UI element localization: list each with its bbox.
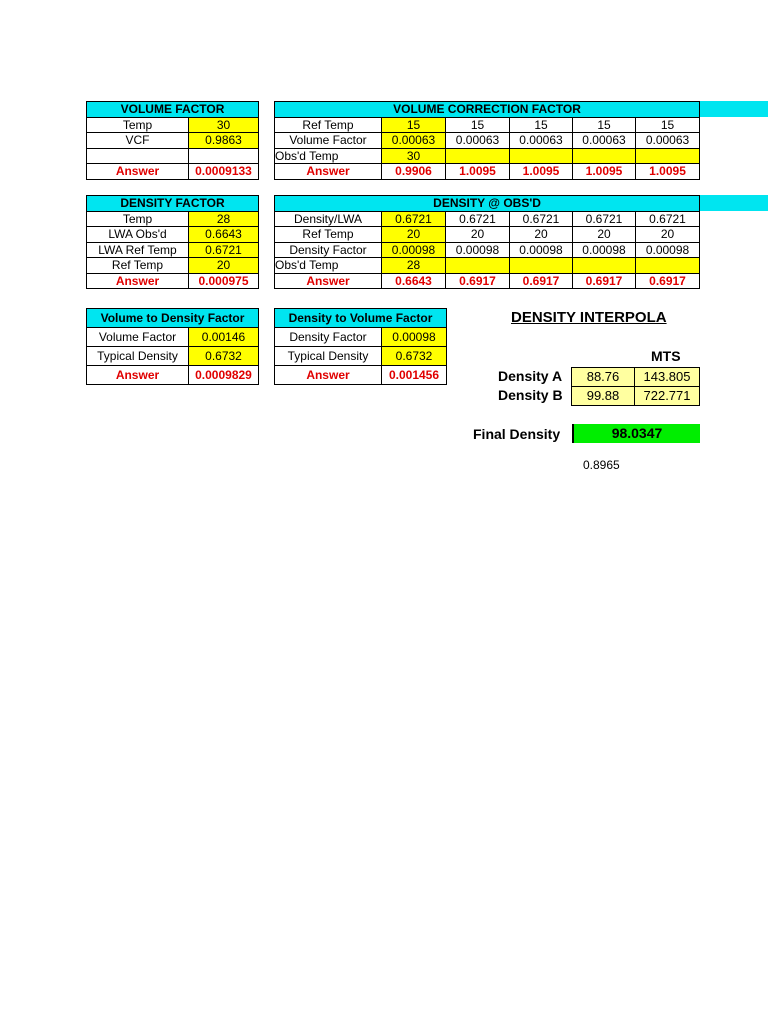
do-obs-temp-3[interactable] [510, 258, 573, 274]
do-dens-factor-1[interactable]: 0.00098 [382, 242, 446, 258]
df-lwa-obs-label: LWA Obs'd [87, 227, 189, 243]
vcf-answer-5: 1.0095 [636, 164, 700, 180]
vcf-ref-temp-3[interactable]: 15 [510, 117, 573, 133]
vtd-typ-density-input[interactable]: 0.6732 [189, 347, 259, 366]
df-lwa-obs-input[interactable]: 0.6643 [189, 227, 259, 243]
vcf-answer-3: 1.0095 [510, 164, 573, 180]
df-temp-input[interactable]: 28 [189, 211, 259, 227]
density-obs-table [274, 195, 700, 289]
vf-answer-value: 0.0009133 [189, 164, 259, 180]
interpolation-col-header: MTS [651, 348, 681, 364]
df-temp-label: Temp [87, 211, 189, 227]
vcf-ref-temp-label: Ref Temp [275, 117, 382, 133]
df-ref-temp-label: Ref Temp [87, 258, 189, 274]
vcf-obs-temp-5[interactable] [636, 148, 700, 164]
vf-temp-input[interactable]: 30 [189, 117, 259, 133]
density-factor-table [86, 195, 259, 289]
dtv-answer-value: 0.001456 [382, 366, 447, 385]
vcf-answer-1: 0.9906 [382, 164, 446, 180]
vf-answer-label: Answer [87, 164, 189, 180]
do-answer-1: 0.6643 [382, 273, 446, 289]
do-obs-temp-4[interactable] [573, 258, 636, 274]
do-dens-factor-2[interactable]: 0.00098 [446, 242, 510, 258]
vcf-answer-2: 1.0095 [446, 164, 510, 180]
interpolation-table [571, 367, 700, 406]
volume-factor-title: VOLUME FACTOR [87, 102, 259, 118]
do-density-3[interactable]: 0.6721 [510, 211, 573, 227]
vf-vcf-input[interactable]: 0.9863 [189, 133, 259, 149]
df-lwa-ref-input[interactable]: 0.6721 [189, 242, 259, 258]
do-obs-temp-5[interactable] [636, 258, 700, 274]
vtd-answer-label: Answer [87, 366, 189, 385]
vtd-vol-factor-label: Volume Factor [87, 328, 189, 347]
vcf-answer-label: Answer [275, 164, 382, 180]
do-ref-temp-5[interactable]: 20 [636, 227, 700, 243]
vcf-vol-factor-label: Volume Factor [275, 133, 382, 149]
vf-vcf-label: VCF [87, 133, 189, 149]
extra-value: 0.8965 [583, 458, 620, 472]
do-dens-factor-4[interactable]: 0.00098 [573, 242, 636, 258]
do-density-2[interactable]: 0.6721 [446, 211, 510, 227]
vcf-title: VOLUME CORRECTION FACTOR [275, 102, 700, 118]
vcf-obs-temp-2[interactable] [446, 148, 510, 164]
vcf-vol-factor-2[interactable]: 0.00063 [446, 133, 510, 149]
do-answer-3: 0.6917 [510, 273, 573, 289]
vtd-vol-factor-input[interactable]: 0.00146 [189, 328, 259, 347]
do-density-4[interactable]: 0.6721 [573, 211, 636, 227]
density-b-label: Density B [498, 387, 563, 403]
density-b-1[interactable]: 99.88 [572, 387, 635, 406]
vcf-answer-4: 1.0095 [573, 164, 636, 180]
density-a-label: Density A [498, 368, 563, 384]
vcf-ref-temp-1[interactable]: 15 [382, 117, 446, 133]
vcf-ref-temp-4[interactable]: 15 [573, 117, 636, 133]
vcf-vol-factor-1[interactable]: 0.00063 [382, 133, 446, 149]
vf-empty-cell[interactable] [189, 148, 259, 164]
vcf-ref-temp-2[interactable]: 15 [446, 117, 510, 133]
density-to-vol-table [274, 308, 447, 385]
do-obs-temp-2[interactable] [446, 258, 510, 274]
do-obs-temp-label: Obs'd Temp [275, 258, 382, 274]
df-answer-label: Answer [87, 273, 189, 289]
interpolation-title: DENSITY INTERPOLA [511, 309, 667, 326]
do-ref-temp-label: Ref Temp [275, 227, 382, 243]
vcf-vol-factor-5[interactable]: 0.00063 [636, 133, 700, 149]
dtv-dens-factor-input[interactable]: 0.00098 [382, 328, 447, 347]
vcf-obs-temp-4[interactable] [573, 148, 636, 164]
vcf-obs-temp-1[interactable]: 30 [382, 148, 446, 164]
vtd-typ-density-label: Typical Density [87, 347, 189, 366]
df-answer-value: 0.000975 [189, 273, 259, 289]
vcf-table [274, 101, 700, 180]
dtv-answer-label: Answer [275, 366, 382, 385]
vf-empty-label [87, 148, 189, 164]
do-obs-temp-1[interactable]: 28 [382, 258, 446, 274]
vtd-answer-value: 0.0009829 [189, 366, 259, 385]
density-obs-title: DENSITY @ OBS'D [275, 196, 700, 212]
density-to-vol-title: Density to Volume Factor [275, 309, 447, 328]
do-answer-5: 0.6917 [636, 273, 700, 289]
do-density-1[interactable]: 0.6721 [382, 211, 446, 227]
vcf-ref-temp-5[interactable]: 15 [636, 117, 700, 133]
dtv-typ-density-label: Typical Density [275, 347, 382, 366]
vcf-vol-factor-4[interactable]: 0.00063 [573, 133, 636, 149]
vcf-obs-temp-label: Obs'd Temp [275, 148, 382, 164]
final-density-label: Final Density [473, 426, 561, 442]
vol-to-density-table [86, 308, 259, 385]
do-ref-temp-1[interactable]: 20 [382, 227, 446, 243]
do-answer-4: 0.6917 [573, 273, 636, 289]
vol-to-density-title: Volume to Density Factor [87, 309, 259, 328]
do-answer-2: 0.6917 [446, 273, 510, 289]
vcf-header-overflow [698, 101, 768, 117]
density-a-1[interactable]: 88.76 [572, 368, 635, 387]
df-lwa-ref-label: LWA Ref Temp [87, 242, 189, 258]
density-factor-title: DENSITY FACTOR [87, 196, 259, 212]
density-a-2[interactable]: 143.805 [635, 368, 700, 387]
do-ref-temp-2[interactable]: 20 [446, 227, 510, 243]
dtv-dens-factor-label: Density Factor [275, 328, 382, 347]
density-obs-header-overflow [698, 195, 768, 211]
dtv-typ-density-input[interactable]: 0.6732 [382, 347, 447, 366]
density-b-2[interactable]: 722.771 [635, 387, 700, 406]
do-answer-label: Answer [275, 273, 382, 289]
df-ref-temp-input[interactable]: 20 [189, 258, 259, 274]
do-ref-temp-4[interactable]: 20 [573, 227, 636, 243]
do-dens-factor-5[interactable]: 0.00098 [636, 242, 700, 258]
do-dens-factor-label: Density Factor [275, 242, 382, 258]
do-dens-factor-3[interactable]: 0.00098 [510, 242, 573, 258]
volume-factor-table [86, 101, 259, 180]
do-density-5[interactable]: 0.6721 [636, 211, 700, 227]
final-density-value: 98.0347 [572, 424, 700, 443]
do-ref-temp-3[interactable]: 20 [510, 227, 573, 243]
do-density-label: Density/LWA [275, 211, 382, 227]
vcf-vol-factor-3[interactable]: 0.00063 [510, 133, 573, 149]
vcf-obs-temp-3[interactable] [510, 148, 573, 164]
vf-temp-label: Temp [87, 117, 189, 133]
